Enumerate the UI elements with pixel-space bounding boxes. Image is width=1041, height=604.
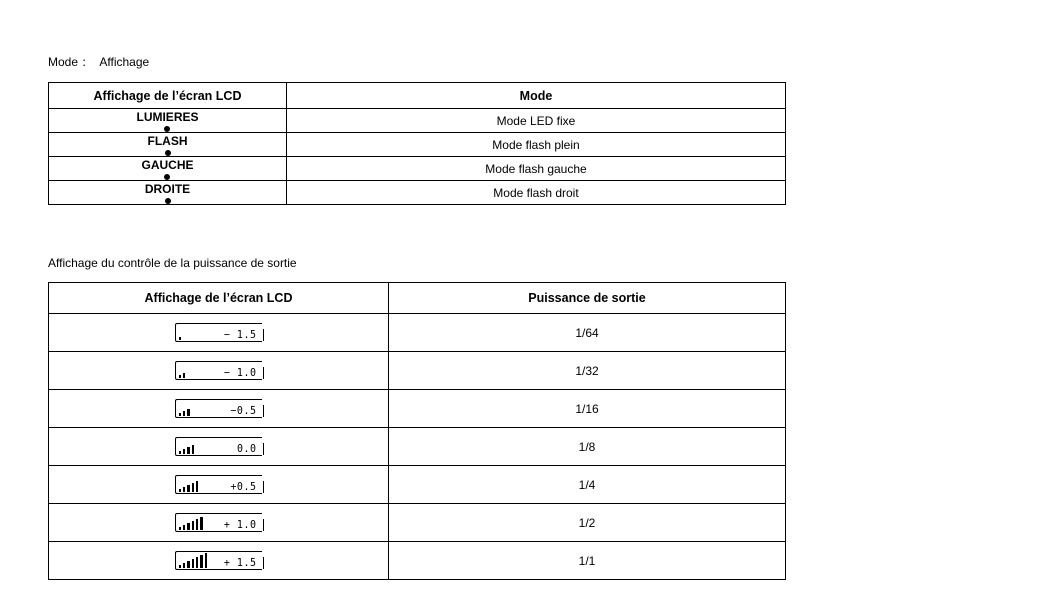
header-lcd-display: Affichage de l’écran LCD (49, 283, 389, 314)
lcd-power-indicator (175, 437, 263, 456)
power-cell: 1/4 (389, 466, 786, 504)
mode-cell: Mode flash plein (287, 133, 786, 157)
signal-bar (179, 451, 181, 454)
indicator-dot-icon (165, 150, 171, 156)
lcd-word: GAUCHE (141, 157, 194, 172)
signal-bar (179, 337, 181, 340)
signal-bar (183, 449, 185, 454)
lcd-display-cell (49, 133, 287, 157)
signal-bar (192, 445, 194, 454)
lcd-display-cell (49, 428, 389, 466)
lcd-word: DROITE (144, 181, 191, 196)
table-row (49, 504, 786, 542)
mode-table-header (49, 83, 786, 109)
signal-bar (192, 521, 194, 530)
signal-bar (205, 553, 207, 568)
power-table-header (49, 283, 786, 314)
lcd-power-indicator (175, 475, 263, 494)
table-row (49, 390, 786, 428)
signal-bar (196, 481, 198, 492)
signal-bars-icon (179, 364, 186, 378)
signal-bars-icon (179, 402, 190, 416)
indicator-dot-icon (164, 174, 170, 180)
lcd-display-cell (49, 109, 287, 133)
lcd-value: 0.0 (236, 443, 257, 456)
table-row (49, 352, 786, 390)
signal-bar (192, 483, 194, 492)
lcd-value: + 1.0 (223, 519, 257, 532)
signal-bar (179, 527, 181, 530)
mode-table (48, 82, 786, 205)
signal-bar (187, 409, 189, 416)
power-section-title: Affichage du contrôle de la puissance de sortie (48, 256, 297, 270)
lcd-display-cell (49, 352, 389, 390)
lcd-value: +0.5 (230, 481, 257, 494)
signal-bar (196, 519, 198, 530)
lcd-power-indicator (175, 551, 263, 570)
signal-bars-icon (179, 516, 203, 530)
lcd-value: + 1.5 (223, 557, 257, 570)
signal-bar (183, 563, 185, 568)
lcd-value: − 1.0 (223, 367, 257, 380)
power-cell: 1/32 (389, 352, 786, 390)
header-output-power: Puissance de sortie (389, 283, 786, 314)
indicator-dot-icon (164, 126, 170, 132)
lcd-display-cell (49, 157, 287, 181)
header-mode: Mode (287, 83, 786, 109)
signal-bar (179, 565, 181, 568)
lcd-display-cell (49, 542, 389, 580)
power-cell: 1/2 (389, 504, 786, 542)
signal-bar (196, 557, 198, 568)
signal-bar (192, 559, 194, 568)
signal-bar (183, 487, 185, 492)
power-cell: 1/64 (389, 314, 786, 352)
signal-bars-icon (179, 326, 181, 340)
table-row (49, 466, 786, 504)
header-lcd-display: Affichage de l’écran LCD (49, 83, 287, 109)
table-row (49, 542, 786, 580)
table-row (49, 109, 786, 133)
lcd-value: − 1.5 (223, 329, 257, 342)
lcd-power-indicator (175, 323, 263, 342)
mode-section-title: Mode ： Affichage (48, 55, 150, 69)
lcd-word: LUMIERES (136, 109, 199, 124)
signal-bar (200, 517, 202, 530)
table-row (49, 314, 786, 352)
signal-bar (179, 375, 181, 378)
signal-bars-icon (179, 554, 208, 568)
signal-bars-icon (179, 440, 195, 454)
signal-bar (187, 447, 189, 454)
indicator-dot-icon (165, 198, 171, 204)
table-row (49, 133, 786, 157)
lcd-power-indicator (175, 399, 263, 418)
lcd-word: FLASH (147, 133, 188, 148)
signal-bar (179, 489, 181, 492)
mode-cell: Mode flash droit (287, 181, 786, 205)
lcd-display-cell (49, 181, 287, 205)
power-table (48, 282, 786, 580)
power-cell: 1/1 (389, 542, 786, 580)
lcd-display-cell (49, 466, 389, 504)
mode-cell: Mode LED fixe (287, 109, 786, 133)
signal-bars-icon (179, 478, 199, 492)
lcd-display-cell (49, 314, 389, 352)
signal-bar (187, 485, 189, 492)
table-row (49, 181, 786, 205)
table-row (49, 157, 786, 181)
signal-bar (183, 373, 185, 378)
lcd-display-cell (49, 504, 389, 542)
mode-cell: Mode flash gauche (287, 157, 786, 181)
lcd-value: −0.5 (230, 405, 257, 418)
lcd-power-indicator (175, 361, 263, 380)
signal-bar (183, 411, 185, 416)
signal-bar (200, 555, 202, 568)
lcd-power-indicator (175, 513, 263, 532)
signal-bar (179, 413, 181, 416)
table-row (49, 428, 786, 466)
power-cell: 1/8 (389, 428, 786, 466)
lcd-display-cell (49, 390, 389, 428)
signal-bar (183, 525, 185, 530)
signal-bar (187, 561, 189, 568)
power-cell: 1/16 (389, 390, 786, 428)
signal-bar (187, 523, 189, 530)
